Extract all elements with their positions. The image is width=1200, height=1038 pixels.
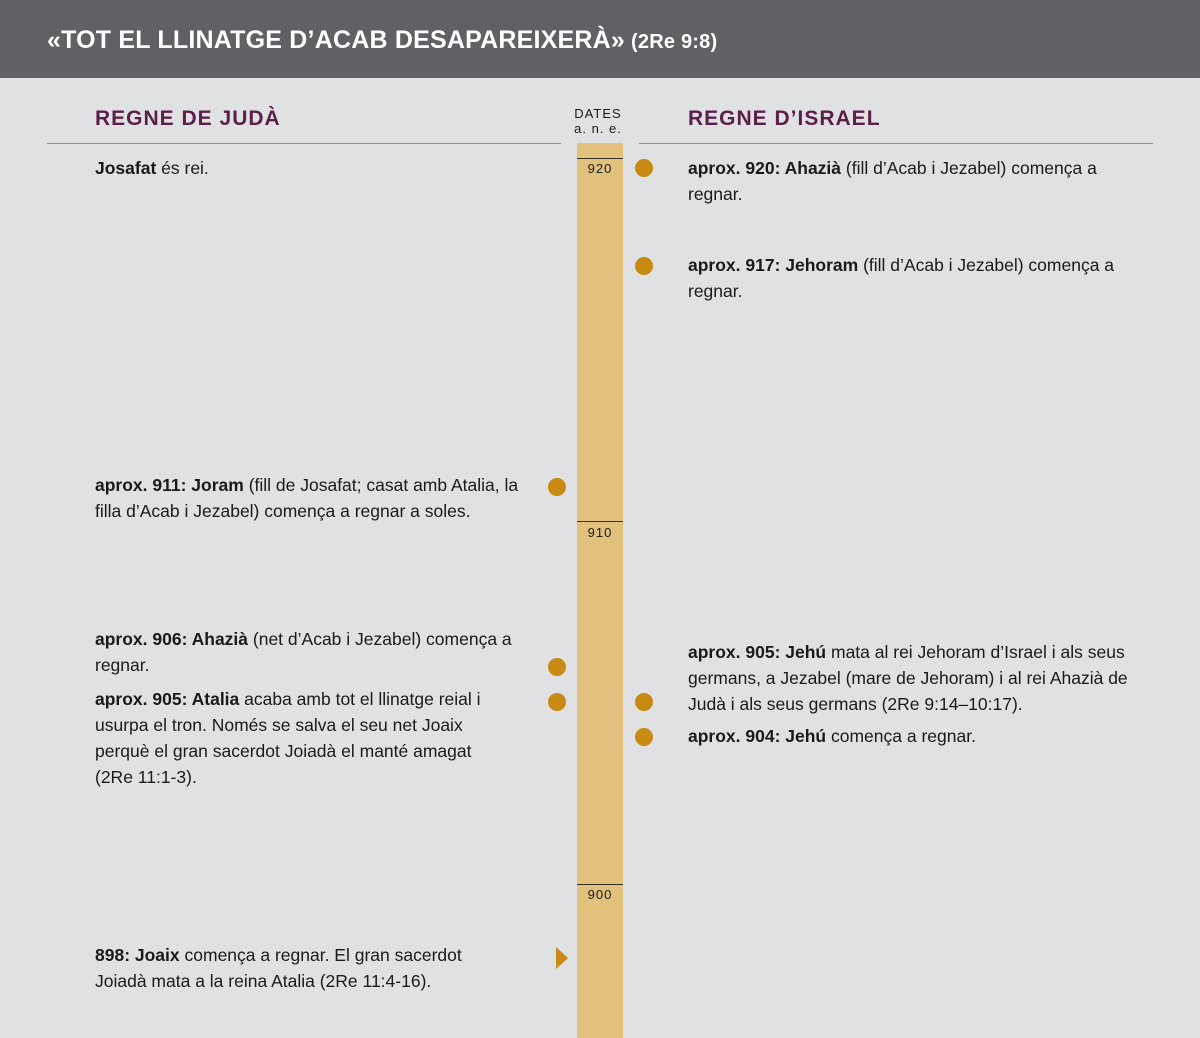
event-title: Josafat: [95, 158, 157, 178]
event-title: aprox. 904: Jehú: [688, 726, 827, 746]
event-title: aprox. 920: Ahazià: [688, 158, 842, 178]
page-title: [47, 26, 717, 55]
event-text: (fill de Josafat; casat amb Atalia, la filla d’Acab i Jezabel) comença a regnar a soles.: [95, 475, 519, 521]
title-reference: (2Re 9:8): [631, 31, 718, 53]
dates-label-line1: DATES: [574, 106, 622, 121]
event-text: és rei.: [156, 158, 209, 178]
event-text: (net d’Acab i Jezabel) comença a regnar.: [95, 629, 512, 675]
israel-event-920: [688, 155, 1128, 207]
left-divider: [47, 143, 561, 144]
tick-label-900: 900: [587, 887, 613, 902]
event-title: aprox. 905: Atalia: [95, 689, 240, 709]
event-title: aprox. 917: Jehoram: [688, 255, 859, 275]
right-divider: [639, 143, 1153, 144]
column-heading-israel: REGNE D’ISRAEL: [688, 107, 881, 130]
israel-event-917: [688, 252, 1138, 304]
column-heading-juda: REGNE DE JUDÀ: [95, 107, 281, 130]
event-title: 898: Joaix: [95, 945, 180, 965]
juda-event-josafat: [95, 155, 545, 181]
event-marker-dot: [635, 257, 653, 275]
juda-event-906: [95, 626, 535, 678]
event-text: mata al rei Jehoram d’Israel i als seus germans, a Jezabel (mare de Jehoram) i al rei Ahazià de Judà i als seus germans (2Re 9:14–10:17).: [688, 642, 1128, 714]
event-marker-dot: [548, 658, 566, 676]
event-marker-dot: [635, 693, 653, 711]
event-marker-arrow-icon: [556, 947, 568, 969]
event-marker-dot: [548, 478, 566, 496]
header-banner: [0, 0, 1200, 78]
event-title: aprox. 906: Ahazià: [95, 629, 249, 649]
tick-920: [577, 158, 623, 159]
event-text: (fill d’Acab i Jezabel) comença a regnar.: [688, 255, 1115, 301]
event-text: comença a regnar.: [826, 726, 976, 746]
event-marker-dot: [635, 159, 653, 177]
tick-label-920: 920: [587, 161, 613, 176]
israel-event-904: [688, 723, 1138, 749]
event-marker-dot: [548, 693, 566, 711]
tick-900: [577, 884, 623, 885]
dates-label-line2: a. n. e.: [574, 121, 622, 136]
tick-910: [577, 521, 623, 522]
juda-event-905: [95, 686, 505, 790]
israel-event-905: [688, 639, 1158, 717]
tick-label-910: 910: [587, 525, 613, 540]
title-text: «TOT EL LLINATGE D’ACAB DESAPAREIXERÀ»: [47, 26, 626, 54]
event-marker-dot: [635, 728, 653, 746]
event-title: aprox. 905: Jehú: [688, 642, 827, 662]
timeline-bar: [577, 143, 623, 1038]
event-text: comença a regnar. El gran sacerdot Joiadà mata a la reina Atalia (2Re 11:4-16).: [95, 945, 462, 991]
event-title: aprox. 911: Joram: [95, 475, 244, 495]
event-text: (fill d’Acab i Jezabel) comença a regnar.: [688, 158, 1097, 204]
juda-event-898: [95, 942, 505, 994]
juda-event-911: [95, 472, 535, 524]
dates-label: [560, 106, 636, 136]
event-text: acaba amb tot el llinatge reial i usurpa el tron. Només se salva el seu net Joaix perquè el gran sacerdot Joiadà el manté amagat (2Re 11:1-3).: [95, 689, 481, 787]
